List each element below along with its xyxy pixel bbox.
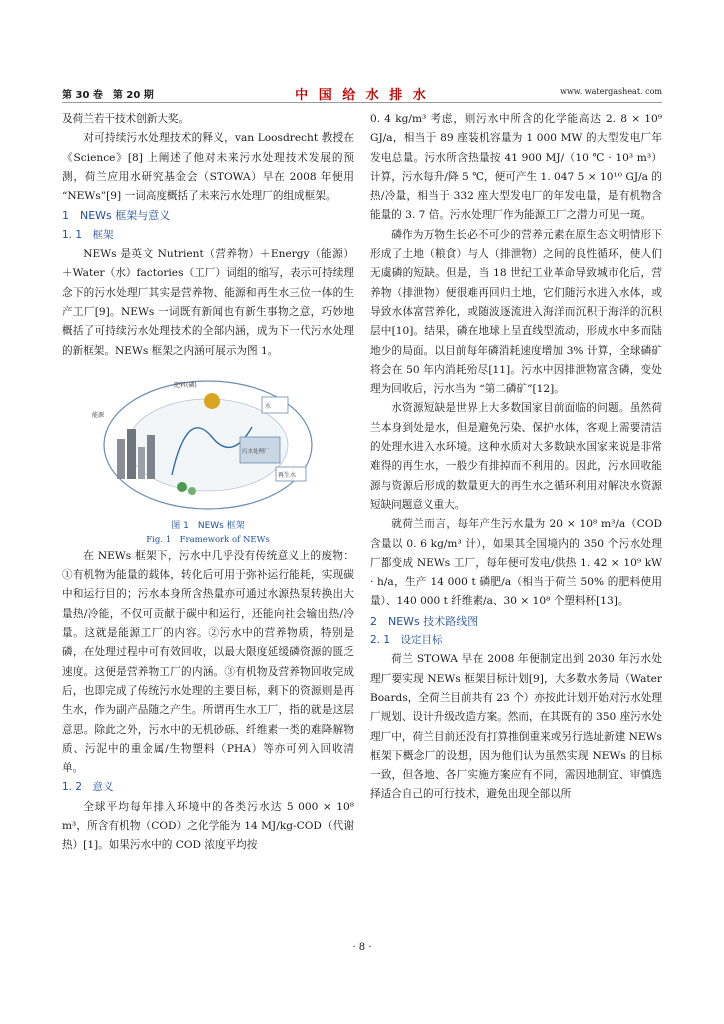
header-rule (62, 102, 662, 103)
journal-title: 中 国 给 水 排 水 (295, 88, 429, 103)
paragraph: 水资源短缺是世界上大多数国家目前面临的问题。虽然荷兰本身到处是水，但是避免污染、保护水体，客观上需要清洁的处理水进入水环境。这种水质对大多数缺水国家来说是非常难得的再生水，一般少有排掉而不利用的。因此，污水回收能源与资源后形成的数量更大的再生水之循环利用对解决水资源短缺问题意义重大。 (370, 402, 662, 511)
plant-leaf-icon (177, 482, 187, 492)
figure-label: 污水处理厂 (242, 448, 270, 455)
paragraph: NEWs 是英文 Nutrient（营养物）＋Energy（能源）＋Water（水）factories（工厂）词组的缩写，表示可持续理念下的污水处理厂其实是营养物、能源和再生水三位一体的生产工厂[9]。NEWs 一词既有新闻也有新生事物之意，巧妙地概括了可持续污水处理技术的全部内涵，成为下一代污水处理的新框架。NEWs 框架之内涵可展示为图 1。 (62, 248, 354, 357)
figure-label: 再生水 (278, 471, 297, 479)
paragraph: 在 NEWs 框架下，污水中几乎没有传统意义上的废物：①有机物为能量的载体，转化后可用于弥补运行能耗，实现碳中和运行目的；污水本身所含热量亦可通过水源热泵转换出大量热/冷能，不仅可贡献于碳中和运行，还能向社会输出热/冷量。这就是能源工厂的内容。②污水中的营养物质，特别是磷，在处理过程中可有效回收，以最大限度延缓磷资源的匮乏速度。这便是营养物工厂的内涵。③有机物及营养物回收完成后，也即完成了传统污水处理的主要目标，剩下的资源则是再生水，作为副产品随之产生。所谓再生水工厂，指的就是这层意思。除此之外，污水中的无机砂砾、纤维素一类的难降解物质、污泥中的重金属/生物塑料（PHA）等亦可列入回收清单。 (62, 549, 354, 775)
figure-label: 能源 (92, 411, 105, 419)
paragraph: 全球平均每年排入环境中的各类污水达 5 000 × 10⁸ m³，所含有机物（COD）之化学能为 14 MJ/kg-COD（代谢热）[1]。如果污水中的 COD 浓度平均按 (62, 800, 354, 852)
paragraph: 对可持续污水处理技术的释义，van Loosdrecht 教授在《Science》[8] 上阐述了他对未来污水处理技术发展的预测，荷兰应用水研究基金会（STOWA）早在 2008 年便用 “NEWs”[9] 一词高度概括了未来污水处理厂的组成框架。 (62, 132, 354, 203)
journal-volume: 第 30 卷 第 20 期 (62, 90, 154, 101)
paragraph: 及荷兰若干技术创新大奖。 (62, 113, 190, 125)
building (138, 447, 145, 479)
building (127, 429, 136, 479)
news-framework-figure (62, 367, 354, 517)
page-number: · 8 · (352, 942, 372, 953)
plant-leaf-icon (188, 487, 196, 495)
paragraph: 磷作为万物生长必不可少的营养元素在原生态文明情形下形成了土地（粮食）与人（排泄物）之间的良性循环，使人们无虞磷的短缺。但是，当 18 世纪工业革命导致城市化后，营养物（排泄物）便很难再回归土地，它们随污水进入水体，或导致水体富营养化，或随波逐流进入海洋而沉积于海洋的沉积层中[10]。结果，磷在地球上呈直线型流动，形成水中多而陆地少的局面。以目前每年磷消耗速度增加 3% 计算，全球磷矿将会在 50 年内消耗殆尽[11]。污水中因排泄物富含磷，变处理为回收后，污水当为 “第二磷矿”[12]。 (370, 228, 662, 396)
section-heading: 1 NEWs 框架与意义 (62, 209, 171, 223)
paragraph: 就荷兰而言，每年产生污水量为 20 × 10⁸ m³/a（COD 含量以 0. 6 kg/m³ 计），如果其全国境内的 350 个污水处理厂都变成 NEWs 工厂，每年便可发电/供热 1. 42 × 10⁹ kW · h/a，生产 14 000 t 磷肥/a（相当于荷兰 50% 的肥料使用量）、140 000 t 纤维素/a、30 × 10⁸ 个塑料杯[13]。 (370, 518, 662, 608)
paragraph: 荷兰 STOWA 早在 2008 年便制定出到 2030 年污水处理厂要实现 NEWs 框架目标计划[9]，大多数水务局（Water Boards，全荷兰目前共有 23 个）亦按此计划开始对污水处理厂规划、设计升级改造方案。然而，在其既有的 350 座污水处理厂中，荷兰目前还没有打算推倒重来或另行选址新建 NEWs 框架下概念厂的设想，因为他们认为虽然实现 NEWs 的目标一致，但各地、各厂实施方案应有不同，需因地制宜、审慎选择适合自己的可行技术，避免出现全部以所 (370, 653, 662, 801)
left-column (62, 110, 354, 856)
building (117, 439, 125, 479)
journal-url: www. watergasheat. com (560, 87, 662, 96)
building (147, 435, 155, 479)
subsection-heading: 2. 1 设定目标 (370, 634, 443, 647)
right-column (370, 110, 662, 805)
figure-label: 水 (265, 402, 272, 410)
sun-icon (204, 393, 220, 409)
subsection-heading: 1. 1 框架 (62, 228, 114, 241)
figure-label: 肥料(磷) (174, 381, 197, 389)
figure-caption-en: Fig. 1 Framework of NEWs (146, 534, 270, 545)
figure-illustration (62, 367, 354, 517)
subsection-heading: 1. 2 意义 (62, 781, 114, 794)
running-header (62, 84, 662, 102)
paragraph: 0. 4 kg/m³ 考虑，则污水中所含的化学能高达 2. 8 × 10⁹ GJ/a，相当于 89 座装机容量为 1 000 MW 的大型发电厂年发电总量。污水所含热量按 41 900 MJ/（10 ℃ · 10³ m³）计算，污水每升/降 5 ℃，便可产生 1. 047 5 × 10¹⁰ GJ/a 的热/冷量，相当于 332 座大型发电厂的年发电量，是有机物含能量的 3. 7 倍。污水处理厂作为能源工厂之潜力可见一斑。 (370, 113, 662, 222)
section-heading: 2 NEWs 技术路线图 (370, 614, 479, 628)
figure-caption-cn: 图 1 NEWs 框架 (171, 520, 245, 531)
